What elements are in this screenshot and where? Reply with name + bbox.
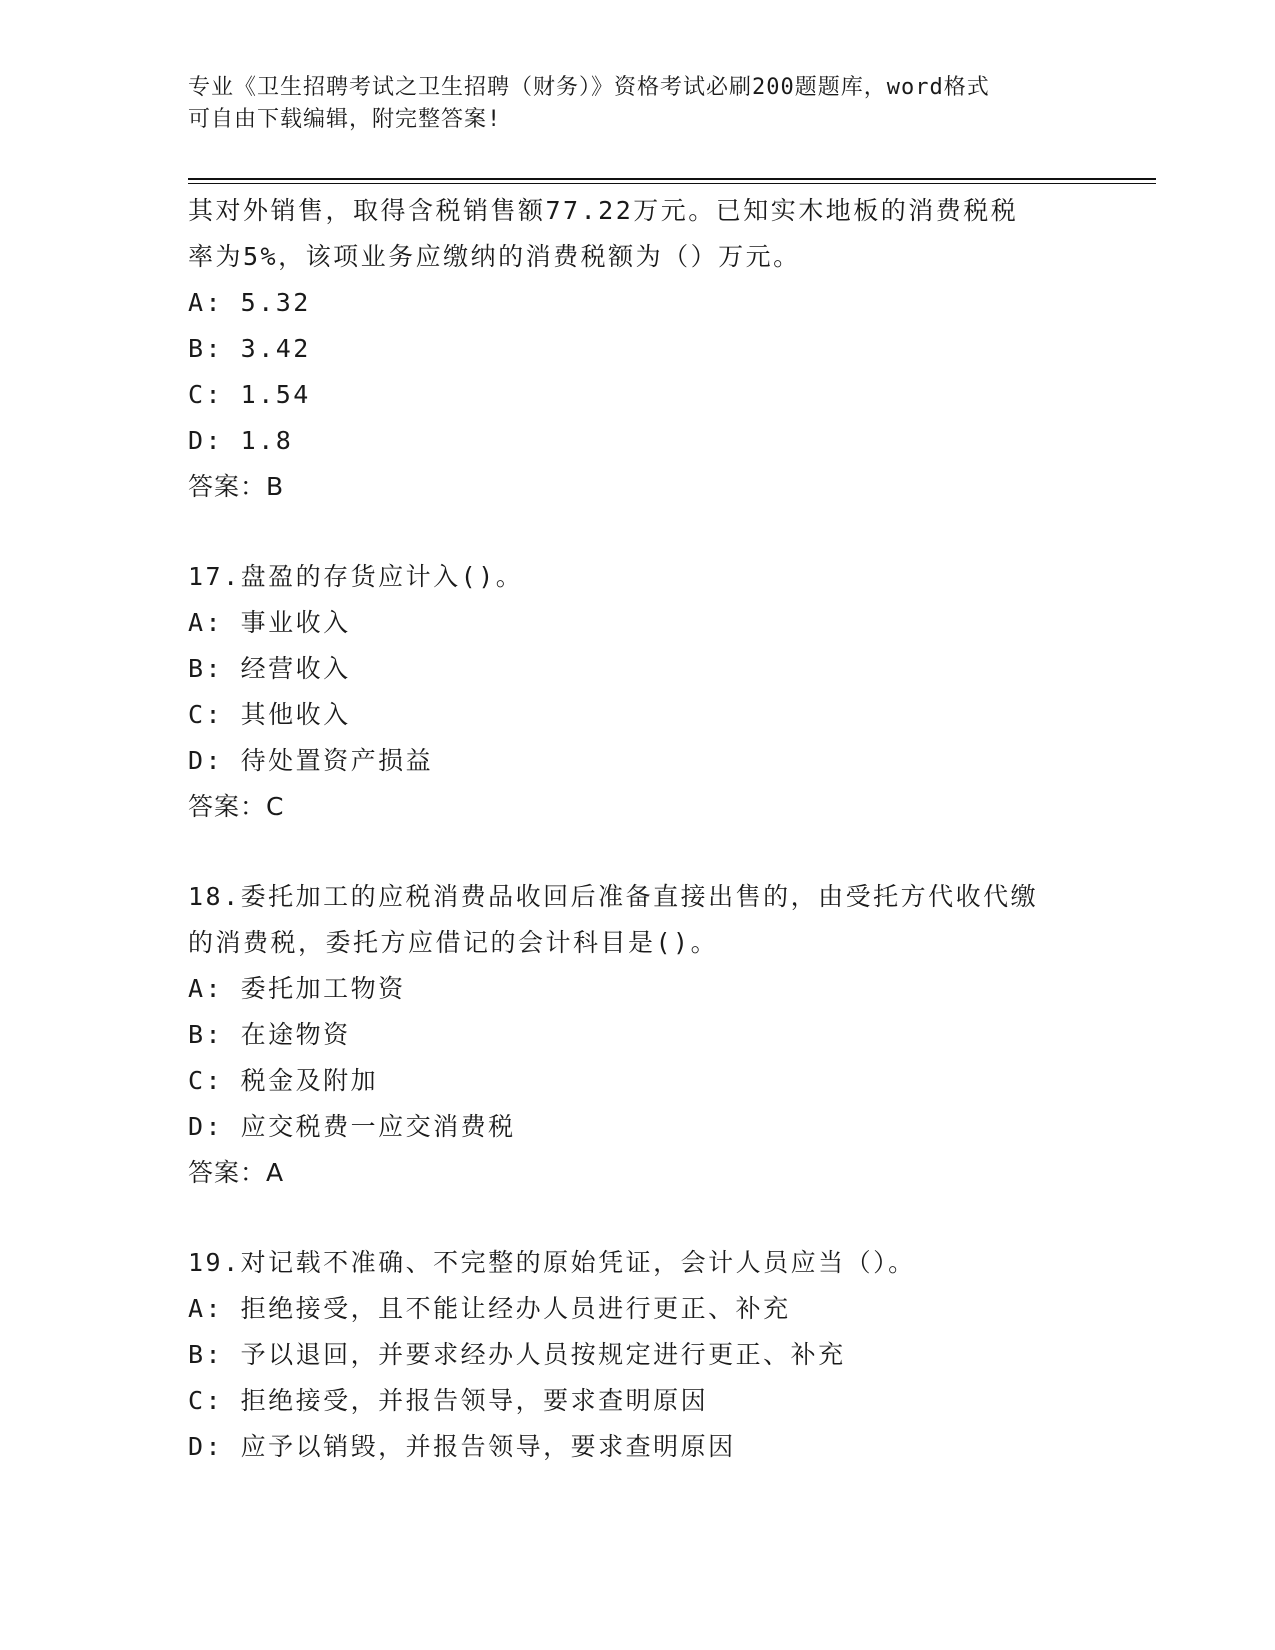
answer: 答案：B bbox=[188, 472, 285, 501]
option-b: B: 予以退回，并要求经办人员按规定进行更正、补充 bbox=[188, 1340, 846, 1369]
question-18 bbox=[188, 874, 1088, 1196]
header-divider-thin bbox=[188, 183, 1156, 184]
question-19 bbox=[188, 1240, 1088, 1470]
question-stem: 17.盘盈的存货应计入()。 bbox=[188, 562, 524, 591]
question-stem: 18.委托加工的应税消费品收回后准备直接出售的，由受托方代收代缴 bbox=[188, 882, 1039, 911]
option-c: C: 税金及附加 bbox=[188, 1066, 379, 1095]
option-c: C: 1.54 bbox=[188, 380, 311, 409]
option-d: D: 待处置资产损益 bbox=[188, 746, 434, 775]
option-a: A: 5.32 bbox=[188, 288, 311, 317]
question-stem: 其对外销售，取得含税销售额77.22万元。已知实木地板的消费税税 bbox=[188, 196, 1019, 225]
header-divider-thick bbox=[188, 178, 1156, 180]
answer: 答案：A bbox=[188, 1158, 285, 1187]
question-17 bbox=[188, 554, 1088, 830]
option-a: A: 事业收入 bbox=[188, 608, 351, 637]
answer: 答案：C bbox=[188, 792, 285, 821]
option-b: B: 3.42 bbox=[188, 334, 311, 363]
question-16 bbox=[188, 188, 1088, 510]
option-d: D: 应交税费一应交消费税 bbox=[188, 1112, 516, 1141]
option-b: B: 在途物资 bbox=[188, 1020, 351, 1049]
question-list bbox=[188, 188, 1088, 1470]
question-stem: 的消费税，委托方应借记的会计科目是()。 bbox=[188, 928, 719, 957]
option-b: B: 经营收入 bbox=[188, 654, 351, 683]
option-c: C: 其他收入 bbox=[188, 700, 351, 729]
document-header bbox=[188, 72, 1088, 136]
header-line-1: 专业《卫生招聘考试之卫生招聘（财务）》资格考试必刷200题题库，word格式 bbox=[188, 75, 990, 100]
option-a: A: 拒绝接受，且不能让经办人员进行更正、补充 bbox=[188, 1294, 791, 1323]
question-stem: 率为5%，该项业务应缴纳的消费税额为（）万元。 bbox=[188, 242, 801, 271]
question-stem: 19.对记载不准确、不完整的原始凭证，会计人员应当（）。 bbox=[188, 1248, 916, 1277]
option-a: A: 委托加工物资 bbox=[188, 974, 406, 1003]
option-d: D: 应予以销毁，并报告领导，要求查明原因 bbox=[188, 1432, 736, 1461]
option-c: C: 拒绝接受，并报告领导，要求查明原因 bbox=[188, 1386, 709, 1415]
header-line-2: 可自由下载编辑，附完整答案! bbox=[188, 107, 502, 132]
option-d: D: 1.8 bbox=[188, 426, 294, 455]
